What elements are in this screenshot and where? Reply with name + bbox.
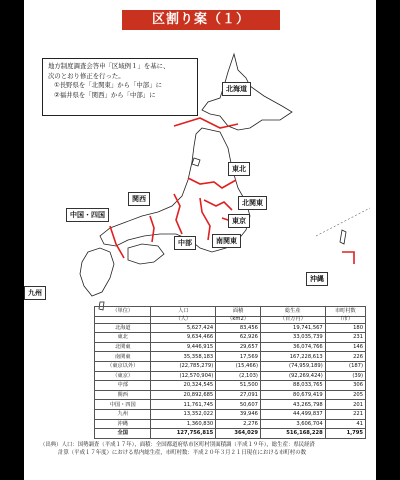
table-cell: 201	[325, 400, 365, 410]
table-cell: 中部	[95, 381, 151, 391]
table-cell: 5,627,424	[151, 323, 216, 333]
region-label-kyushu: 九州	[24, 286, 46, 300]
table-row	[95, 381, 366, 391]
intro-line1: 地方制度調査会答申「区域例１」を基に、	[48, 62, 170, 70]
table-cell: 中国・四国	[95, 400, 151, 410]
table-header-row	[95, 307, 366, 317]
region-label-hokkaido: 北海道	[222, 82, 251, 96]
table-header-unit: （単位）	[95, 307, 151, 317]
page-title: 区割り案（１）	[122, 10, 280, 30]
table-cell: 231	[325, 333, 365, 343]
intro-item1: ①長野県を「北関東」から「中部」に	[54, 81, 162, 90]
region-label-tohoku: 東北	[228, 162, 250, 176]
table-unit-cell: （人）	[151, 316, 216, 323]
table-row	[95, 390, 366, 400]
table-row	[95, 409, 366, 419]
table-cell: (22,785,279)	[151, 361, 216, 371]
table-cell: 17,569	[216, 352, 261, 362]
table-cell: 南関東	[95, 352, 151, 362]
table-cell: 167,228,613	[260, 352, 325, 362]
table-cell: 9,446,915	[151, 342, 216, 352]
table-row	[95, 342, 366, 352]
table-cell: 127,756,815	[151, 429, 216, 439]
table-row	[95, 352, 366, 362]
table-row-total	[95, 429, 366, 439]
okinawa-shape	[340, 230, 346, 244]
table-cell: 221	[325, 409, 365, 419]
source-line1: （出典）人口：国勢調査（平成１７年），面積：全国都道府県市区町村別面積調（平成１９年），総生産：県民経済	[40, 442, 315, 448]
table-row	[95, 419, 366, 429]
table-cell: 88,033,765	[260, 381, 325, 391]
table-cell: 沖縄	[95, 419, 151, 429]
table-cell: 13,352,022	[151, 409, 216, 419]
table-cell: 516,168,228	[260, 429, 325, 439]
table-cell: 2,276	[216, 419, 261, 429]
table-cell: 39,946	[216, 409, 261, 419]
table-cell: 43,265,798	[260, 400, 325, 410]
table-cell: 146	[325, 342, 365, 352]
source-line2: 計算（平成１７年度）における県内総生産，市町村数：平成２０年３月２１日現在における市町村の数	[58, 449, 306, 456]
region-label-minamikanto: 南関東	[212, 234, 241, 248]
slide	[24, 0, 376, 480]
table-header-population: 人口	[151, 307, 216, 317]
table-cell: 11,761,745	[151, 400, 216, 410]
table-cell: 20,324,545	[151, 381, 216, 391]
table-cell: 226	[325, 352, 365, 362]
table-header-municipalities: 市町村数	[325, 307, 365, 317]
table-cell: (39)	[325, 371, 365, 381]
table-cell: 3,606,704	[260, 419, 325, 429]
region-label-kitakanto: 北関東	[238, 196, 267, 210]
table-cell: 36,074,766	[260, 342, 325, 352]
table-cell: 全国	[95, 429, 151, 439]
table-cell: 29,657	[216, 342, 261, 352]
table-cell: 35,358,183	[151, 352, 216, 362]
intro-item2: ②福井県を「関西」から「中部」に	[54, 90, 156, 99]
table-cell: 306	[325, 381, 365, 391]
region-stats-table	[94, 306, 366, 439]
table-cell: 9,634,466	[151, 333, 216, 343]
region-label-kansai: 関西	[128, 192, 150, 206]
table-unit-cell	[95, 316, 151, 323]
table-cell: 北関東	[95, 342, 151, 352]
table-cell: 九州	[95, 409, 151, 419]
kyushu-shape	[80, 248, 114, 296]
table-cell: 33,035,739	[260, 333, 325, 343]
table-cell: 50,607	[216, 400, 261, 410]
table-cell: 83,456	[216, 323, 261, 333]
table-row	[95, 333, 366, 343]
table-cell: 19,741,567	[260, 323, 325, 333]
table-cell: 関西	[95, 390, 151, 400]
table-cell: 180	[325, 323, 365, 333]
table-header-area: 面積	[216, 307, 261, 317]
table-unit-cell: （市）	[325, 316, 365, 323]
table-row	[95, 323, 366, 333]
table-cell: (2,103)	[216, 371, 261, 381]
table-cell: (187)	[325, 361, 365, 371]
table-unit-cell: （km2）	[216, 316, 261, 323]
table-cell: 27,091	[216, 390, 261, 400]
region-label-tokyo: 東京	[228, 214, 250, 228]
sado-shape	[192, 158, 200, 166]
intro-box	[42, 58, 198, 116]
table-units-row	[95, 316, 366, 323]
table-cell: 205	[325, 390, 365, 400]
table-cell: 51,500	[216, 381, 261, 391]
region-label-okinawa: 沖縄	[306, 272, 328, 286]
table-cell: (74,959,189)	[260, 361, 325, 371]
table-cell: 44,499,837	[260, 409, 325, 419]
table-cell: （東京）	[95, 371, 151, 381]
table-row	[95, 400, 366, 410]
table-row	[95, 371, 366, 381]
table-cell: (92,269,424)	[260, 371, 325, 381]
intro-line2: 次のとおり修正を行った。	[48, 71, 125, 80]
table-cell: 1,360,830	[151, 419, 216, 429]
table-header-gdp: 総生産	[260, 307, 325, 317]
table-row	[95, 361, 366, 371]
table-cell: 北海道	[95, 323, 151, 333]
table-cell: 41	[325, 419, 365, 429]
source-note	[40, 442, 370, 457]
shikoku-shape	[128, 244, 164, 264]
region-label-chugoku-shikoku: 中国・四国	[66, 208, 109, 222]
table-unit-cell: （百万円）	[260, 316, 325, 323]
table-cell: （東京以外）	[95, 361, 151, 371]
table-cell: 1,795	[325, 429, 365, 439]
table-cell: 364,029	[216, 429, 261, 439]
table-cell: 20,892,685	[151, 390, 216, 400]
table-body	[95, 323, 366, 438]
table-cell: 62,926	[216, 333, 261, 343]
boundary-okinawa	[342, 252, 354, 264]
table-cell: 東北	[95, 333, 151, 343]
table-cell: 80,679,419	[260, 390, 325, 400]
table-cell: (15,466)	[216, 361, 261, 371]
region-label-chubu: 中部	[174, 236, 196, 250]
table-cell: (12,570,904)	[151, 371, 216, 381]
